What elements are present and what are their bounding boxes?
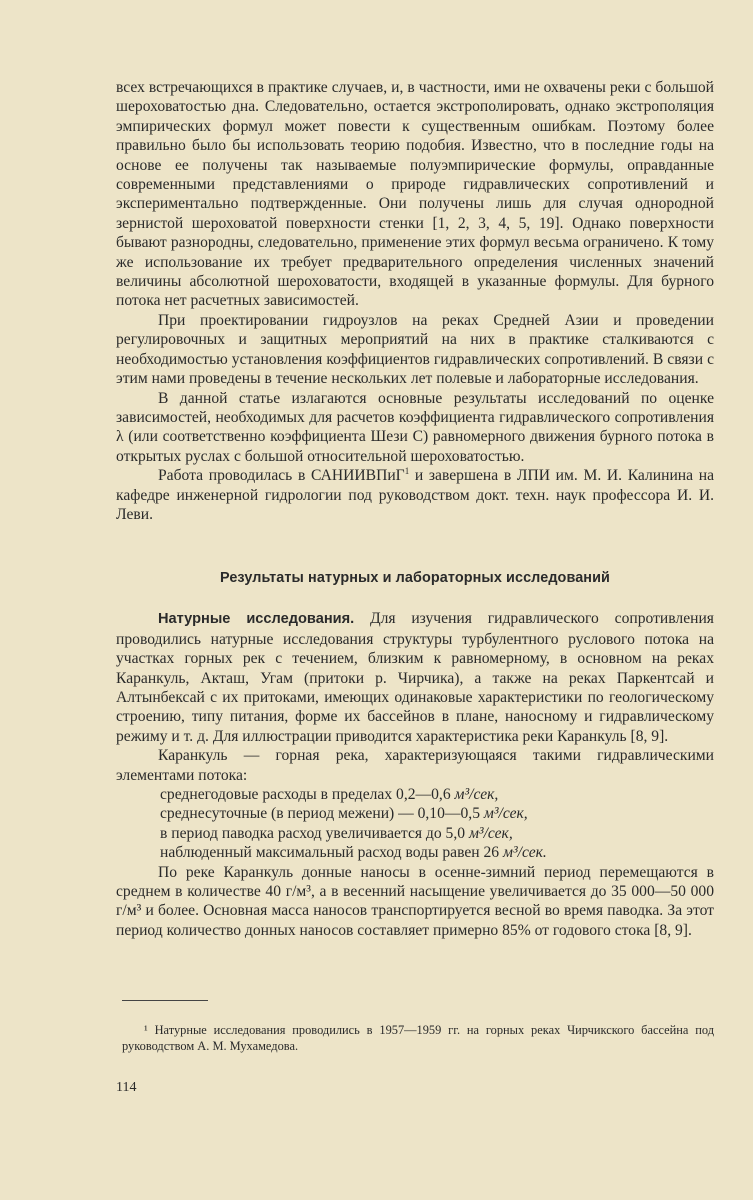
natural-text: Для изучения гидравлического сопротивления проводились натурные исследования структуры турбулентного руслового потока на участках горных рек с течением, близким к равномерному, в основном на реках Каранкуль, Акташ, Угам (притоки р. Чирчика), а также на реках Паркентсай и Алтынбексай с их притоками, имеющих одинаковые характеристики по геологическому строению, типу питания, форме их бассейнов в плане, наносному и гидравлическому режиму и т. д. Для иллюстрации приводится характеристика реки Каранкуль [8, 9]. [116, 610, 714, 745]
flow-list [116, 785, 714, 863]
paragraph-work [116, 466, 714, 524]
list-item-unit: м³/сек, [483, 805, 528, 823]
footnote-marker: 1 [404, 465, 410, 476]
list-item [160, 804, 714, 823]
footnote-divider [122, 1000, 208, 1001]
runin-heading: Натурные исследования. [158, 611, 355, 628]
list-item-text: среднегодовые расходы в пределах 0,2—0,6 [160, 786, 455, 803]
main-text [116, 78, 714, 940]
list-item-unit: м³/сек, [468, 824, 513, 842]
work-text-2: и завершена в ЛПИ им. М. И. Калинина на кафедре инженерной гидрологии под руководством докт. техн. наук профессора И. И. Леви. [116, 467, 715, 523]
list-item [160, 824, 714, 843]
paragraph-natural [116, 609, 714, 746]
list-item [160, 843, 714, 862]
list-item-unit: м³/сек, [454, 786, 499, 803]
section-heading: Результаты натурных и лабораторных исследований [219, 570, 610, 587]
paragraph: всех встречающихся в практике случаев, и, в частности, ими не охвачены реки с большой шероховатостью дна. Следовательно, остается экстрополировать, однако экстрополяция эмпирических формул может повести к существенным ошибкам. Поэтому более правильно было бы использовать теорию подобия. Известно, что в последние годы на основе ее получены так называемые полуэмпирические формулы, оправданные современными представлениями о природе гидравлических сопротивлений и экспериментально подтвержденные. Они получены лишь для случая однородной зернистой шероховатой поверхности стенки [1, 2, 3, 4, 5, 19]. Однако поверхности бывают разнородны, следовательно, применение этих формул весьма ограничено. К тому же использование их требует предварительного определения численных значений величины абсолютной шероховатости, входящей в указанные формулы. Для бурного потока нет расчетных зависимостей. [116, 79, 714, 310]
paragraph: При проектировании гидроузлов на реках Средней Азии и проведении регулировочных и защитных мероприятий на них в практике сталкиваются с необходимостью установления коэффициентов гидравлических сопротивлений. В связи с этим нами проведены в течение нескольких лет полевые и лабораторные исследования. [116, 311, 714, 388]
paragraph: По реке Каранкуль донные наносы в осенне-зимний период перемещаются в среднем в количестве 40 г/м³, а в весенний насыщение увеличивается до 35 000—50 000 г/м³ и более. Основная масса наносов транспортируется весной во время паводка. За этот период количество донных наносов составляет примерно 85% от годового стока [8, 9]. [116, 863, 714, 939]
list-item-text: наблюденный максимальный расход воды равен 26 [160, 844, 504, 862]
paragraph: Каранкуль — горная река, характеризующаяся такими гидравлическими элементами потока: [116, 747, 714, 784]
page-number: 114 [116, 1080, 137, 1095]
list-item-unit: м³/сек. [503, 844, 547, 862]
list-item [160, 785, 714, 804]
footnote: ¹ Натурные исследования проводились в 1957—1959 гг. на горных реках Чирчикского бассейна под руководством А. М. Мухамедова. [122, 1023, 714, 1053]
list-item-text: в период паводка расход увеличивается до 5,0 [160, 824, 469, 842]
paragraph: В данной статье излагаются основные результаты исследований по оценке зависимостей, необходимых для расчетов коэффициента гидравлического сопротивления λ (или соответственно коэффициента Шези С) равномерного движения бурного потока в открытых руслах с большой относительной шероховатостью. [116, 389, 714, 465]
list-item-text: среднесуточные (в период межени) — 0,10—0,5 [160, 805, 484, 823]
work-text-1: Работа проводилась в САНИИВПиГ [158, 467, 405, 485]
